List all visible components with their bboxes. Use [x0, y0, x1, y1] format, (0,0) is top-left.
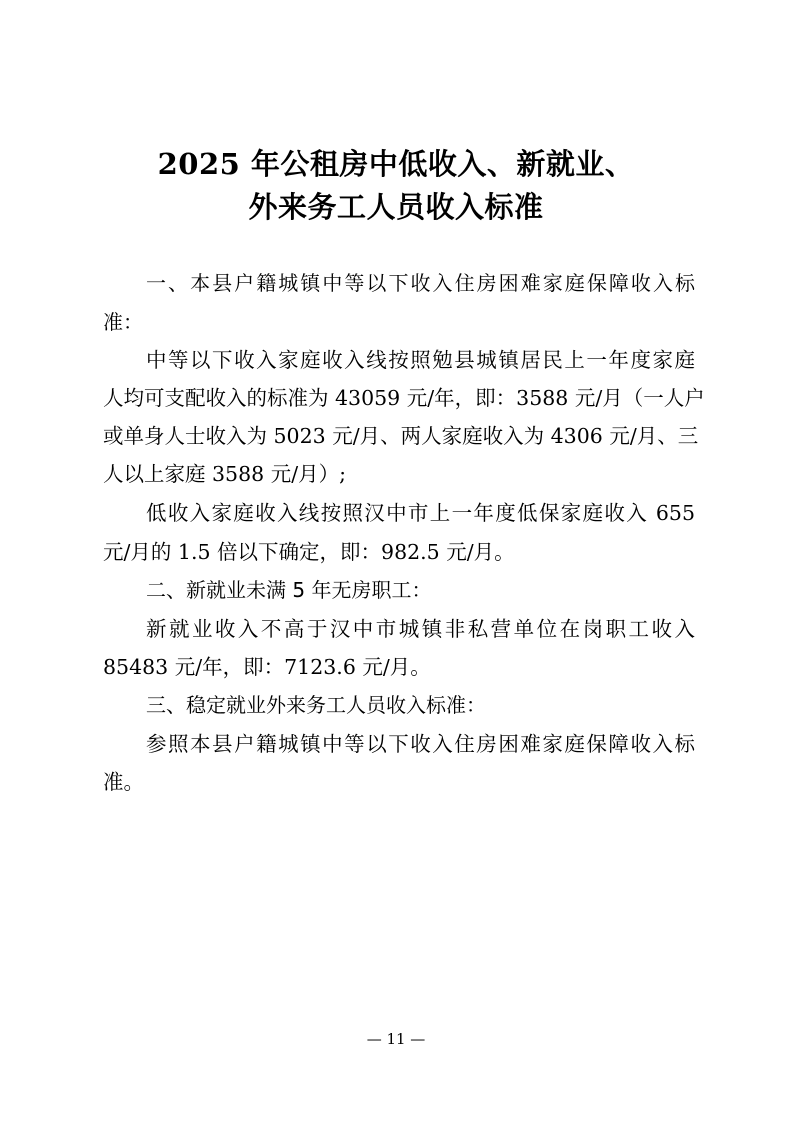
section-3-paragraph-line: 准。: [103, 770, 144, 794]
page-title-line-2: 外来务工人员收入标准: [248, 190, 544, 224]
section-1-heading: 一、本县户籍城镇中等以下收入住房困难家庭保障收入标: [146, 271, 695, 295]
page-number: — 11 —: [366, 1030, 426, 1048]
section-1-paragraph-1-line: 人均可支配收入的标准为 43059 元/年，即：3588 元/月（一人户: [103, 386, 705, 410]
section-1-paragraph-1-line: 人以上家庭 3588 元/月）;: [103, 462, 347, 486]
section-1-paragraph-2-line: 元/月的 1.5 倍以下确定，即：982.5 元/月。: [103, 540, 515, 564]
section-1-paragraph-2-line: 低收入家庭收入线按照汉中市上一年度低保家庭收入 655: [146, 501, 695, 525]
section-2-paragraph-line: 新就业收入不高于汉中市城镇非私营单位在岗职工收入: [146, 617, 695, 641]
section-1-heading-cont: 准：: [103, 310, 143, 334]
section-2-heading: 二、新就业未满 5 年无房职工：: [146, 578, 432, 602]
section-3-paragraph-line: 参照本县户籍城镇中等以下收入住房困难家庭保障收入标: [146, 732, 695, 756]
section-3-heading: 三、稳定就业外来务工人员收入标准：: [146, 693, 486, 717]
section-1-paragraph-1-line: 中等以下收入家庭收入线按照勉县城镇居民上一年度家庭: [146, 348, 695, 372]
section-1-paragraph-1-line: 或单身人士收入为 5023 元/月、两人家庭收入为 4306 元/月、三: [103, 424, 699, 448]
page-title-line-1: 2025 年公租房中低收入、新就业、: [157, 147, 635, 181]
section-2-paragraph-line: 85483 元/年，即：7123.6 元/月。: [103, 655, 431, 679]
